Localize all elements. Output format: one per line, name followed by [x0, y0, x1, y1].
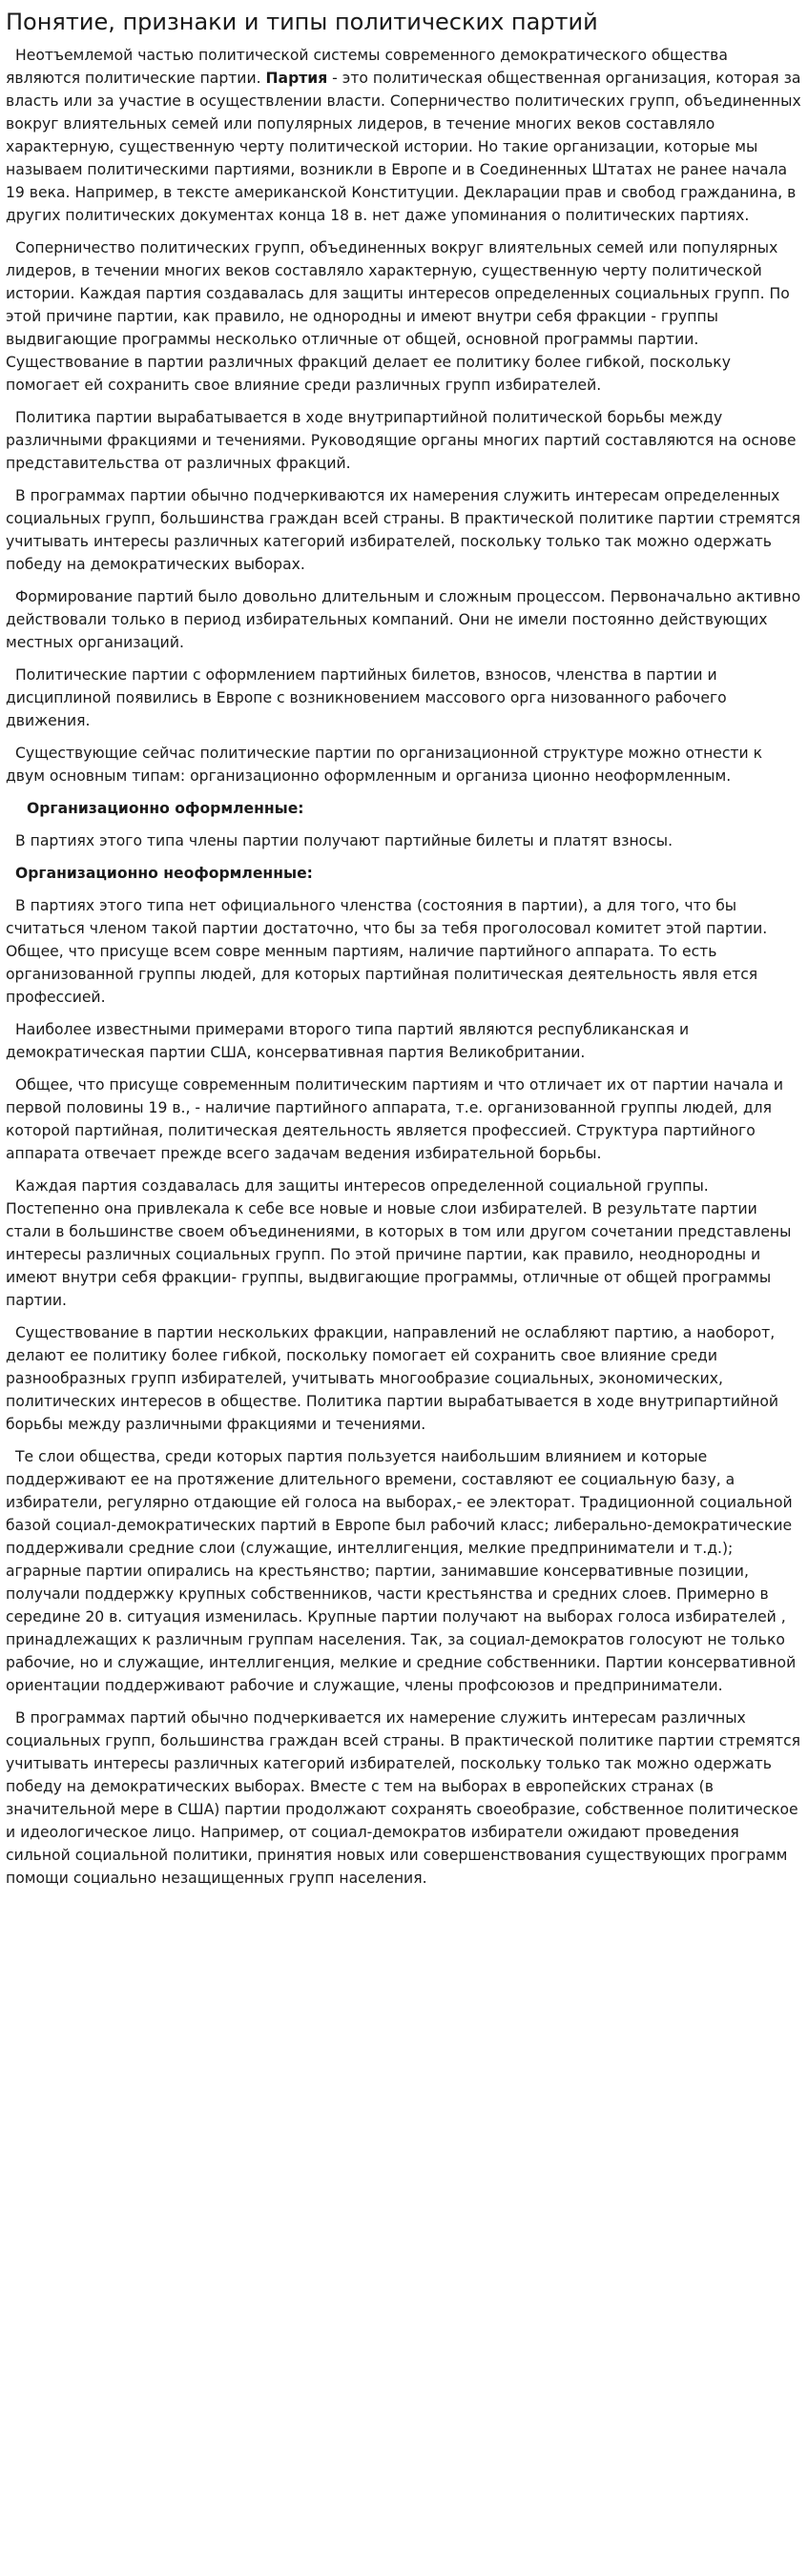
- page-title: Понятие, признаки и типы политических партий: [6, 9, 598, 35]
- paragraph: Каждая партия создавалась для защиты интересов определенной социальной группы. Постепенно она привлекала к себе все новые и новые слои избирателей. В результате партии стали в большинстве своем объединениями, в которых в том или другом сочетании представлены интересы различных социальных групп. По этой причине партии, как правило, неоднородны и имеют внутри себя фракции- группы, выдвигающие программы, отличные от общей программы партии.: [6, 1177, 792, 1309]
- term-party: Партия: [265, 70, 328, 87]
- paragraph: В партиях этого типа нет официального членства (состояния в партии), а для того, что бы считаться членом такой партии достаточно, что бы за тебя проголосовал комитет этой партии. Общее, что присуще всем совре менным партиям, наличие партийного аппарата. То есть организованной группы людей, для которых партийная политическая деятельность явля ется профессией.: [6, 897, 768, 1006]
- paragraph: В партиях этого типа члены партии получают партийные билеты и платят взносы.: [15, 832, 673, 849]
- paragraph: Существование в партии нескольких фракции, направлений не ослабляют партию, а наоборот, делают ее политику более гибкой, поскольку помогает ей сохранить свое влияние среди разнообразных групп избирателей, учитывать многообразие социальных, экономических, политических интересов в обществе. Политика партии вырабатывается в ходе внутрипартийной борьбы между различными фракциями и течениями.: [6, 1324, 779, 1433]
- paragraph: Существующие сейчас политические партии по организационной структуре можно отнести к двум основным типам: организационно оформленным и организа ционно неоформленным.: [6, 745, 763, 785]
- paragraph: В программах партий обычно подчеркивается их намерение служить интересам различных социальных групп, большинства граждан всей страны. В практической политике партии стремятся учитывать интересы различных категорий избирателей, поскольку только так можно одержать победу на демократических выборах. Вместе с тем на выборах в европейских странах (в значительной мере в США) партии продолжают сохранять своеобразие, собственное политическое и идеологическое лицо. Например, от социал-демократов избиратели ожидают проведения сильной социальной политики, принятия новых или совершенствования существующих программ помощи социально незащищенных групп населения.: [6, 1709, 801, 1887]
- paragraph: Политические партии с оформлением партийных билетов, взносов, членства в партии и дисциплиной появились в Европе с возникновением массового орга низованного рабочего движения.: [6, 666, 727, 729]
- subheading-formal: Организационно оформленные:: [27, 800, 304, 817]
- paragraph: Наиболее известными примерами второго типа партий являются республиканская и демократическая партии США, консервативная партия Великобритании.: [6, 1021, 690, 1061]
- intro-text-before: Неотъемлемой частью политической системы современного демократического общества являются политические партии.: [6, 47, 728, 87]
- paragraph: Формирование партий было довольно длительным и сложным процессом. Первоначально активно действовали только в период избирательных компаний. Они не имели постоянно действующих местных организаций.: [6, 588, 801, 651]
- subheading-informal: Организационно неоформленные:: [15, 865, 313, 882]
- paragraph: Политика партии вырабатывается в ходе внутрипартийной политической борьбы между различными фракциями и течениями. Руководящие органы многих партий составляются на основе представительства от различных фракций.: [6, 409, 797, 472]
- paragraph: Те слои общества, среди которых партия пользуется наибольшим влиянием и которые поддерживают ее на протяжение длительного времени, составляют ее социальную базу, а избиратели, регулярно отдающие ей голоса на выборах,- ее электорат. Традиционной социальной базой социал-демократических партий в Европе был рабочий класс; либерально-демократические поддерживали средние слои (служащие, интеллигенция, мелкие предприниматели и т.д.); аграрные партии опирались на крестьянство; партии, занимавшие консервативные позиции, получали поддержку крупных собственников, части крестьянства и средних слоев. Примерно в середине 20 в. ситуация изменилась. Крупные партии получают на выборах голоса избирателей , принадлежащих к различным группам населения. Так, за социал-демократов голосуют не только рабочие, но и служащие, интеллигенция, мелкие и средние собственники. Партии консервативной ориентации поддерживают рабочие и служащие, члены профсоюзов и предприниматели.: [6, 1448, 797, 1694]
- paragraph-intro: [6, 44, 802, 227]
- intro-text-after: - это политическая общественная организация, которая за власть или за участие в осуществлении власти. Соперничество политических групп, объединенных вокруг влиятельных семей или популярных лидеров, в течение многих веков составляло характерную, существенную черту политической истории. Но такие организации, которые мы называем политическими партиями, возникли в Европе и в Соединенных Штатах не ранее начала 19 века. Например, в тексте американской Конституции. Декларации прав и свобод гражданина, в других политических документах конца 18 в. нет даже упоминания о политических партиях.: [6, 70, 801, 224]
- paragraph: Общее, что присуще современным политическим партиям и что отличает их от партии начала и первой половины 19 в., - наличие партийного аппарата, т.е. организованной группы людей, для которой партийная, политическая деятельность является профессией. Структура партийного аппарата отвечает прежде всего задачам ведения избирательной борьбы.: [6, 1076, 784, 1162]
- paragraph: В программах партии обычно подчеркиваются их намерения служить интересам определенных социальных групп, большинства граждан всей страны. В практической политике партии стремятся учитывать интересы различных категорий избирателей, поскольку только так можно одержать победу на демократических выборах.: [6, 487, 801, 573]
- paragraph: Соперничество политических групп, объединенных вокруг влиятельных семей или популярных лидеров, в течении многих веков составляло характерную, существенную черту политической истории. Каждая партия создавалась для защиты интересов определенных социальных групп. По этой причине партии, как правило, не однородны и имеют внутри себя фракции - группы выдвигающие программы несколько отличные от общей, основной программы партии. Существование в партии различных фракций делает ее политику более гибкой, поскольку помогает ей сохранить свое влияние среди различных групп избирателей.: [6, 239, 790, 394]
